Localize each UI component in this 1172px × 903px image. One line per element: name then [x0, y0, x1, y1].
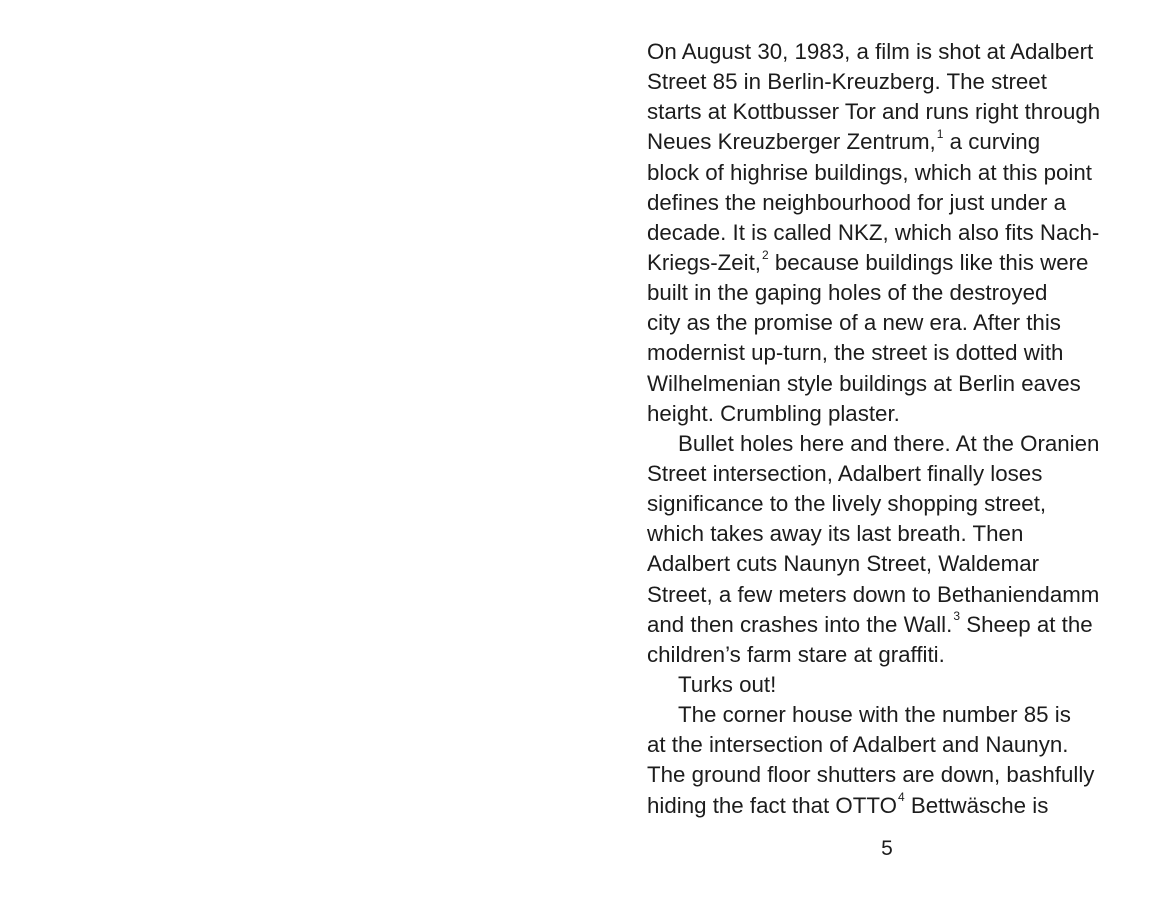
text-line — [647, 308, 1147, 338]
text-run: hiding the fact that OTTO — [647, 792, 897, 818]
text-line — [647, 489, 1147, 519]
body-text — [647, 37, 1147, 821]
text-run: On August 30, 1983, a film is shot at Adalbert — [647, 39, 1094, 64]
page-number: 5 — [881, 837, 893, 860]
text-run: significance to the lively shopping street, — [647, 491, 1047, 517]
text-run: a curving — [943, 129, 1041, 155]
text-line — [647, 278, 1147, 308]
footnote-marker: 4 — [897, 790, 905, 805]
text-line — [647, 459, 1147, 489]
text-line — [647, 188, 1147, 218]
text-run: Neues Kreuzberger Zentrum, — [647, 129, 936, 155]
text-run: Bettwäsche is — [904, 792, 1049, 818]
text-run: Wilhelmenian style buildings at Berlin eaves — [647, 370, 1081, 396]
text-run: starts at Kottbusser Tor and runs right through — [647, 99, 1101, 125]
text-line — [647, 549, 1147, 579]
text-run: Sheep at the — [960, 611, 1093, 637]
text-run: The ground floor shutters are down, bashfully — [647, 762, 1095, 788]
text-run: built in the gaping holes of the destroyed — [647, 280, 1048, 306]
text-line — [647, 580, 1147, 610]
text-line — [647, 158, 1147, 188]
text-run: city as the promise of a new era. After this — [647, 310, 1061, 336]
text-run: defines the neighbourhood for just under a — [647, 189, 1066, 215]
text-line — [647, 730, 1147, 760]
text-line — [647, 610, 1147, 640]
text-line — [647, 700, 1147, 730]
text-run: Adalbert cuts Naunyn Street, Waldemar — [647, 551, 1040, 577]
text-line — [647, 399, 1147, 429]
text-line — [647, 37, 1147, 67]
text-run: Bullet holes here and there. At the Oranien — [678, 430, 1100, 456]
text-run: Turks out! — [678, 671, 777, 697]
text-run: block of highrise buildings, which at this point — [647, 159, 1092, 185]
text-run: and then crashes into the Wall. — [647, 611, 953, 637]
text-run: because buildings like this were — [768, 249, 1089, 275]
text-run: height. Crumbling plaster. — [647, 400, 900, 426]
text-line — [647, 248, 1147, 278]
text-run: children’s farm stare at graffiti. — [647, 641, 945, 667]
text-run: Kriegs-Zeit, — [647, 249, 761, 275]
text-line — [647, 97, 1147, 127]
text-line — [647, 640, 1147, 670]
text-line — [647, 218, 1147, 248]
text-run: Street, a few meters down to Bethaniendamm — [647, 581, 1100, 607]
text-run: at the intersection of Adalbert and Naunyn. — [647, 732, 1069, 758]
text-line — [647, 670, 1147, 700]
footnote-marker: 2 — [762, 247, 769, 262]
text-run: which takes away its last breath. Then — [647, 521, 1024, 547]
text-line — [647, 67, 1147, 97]
text-line — [647, 760, 1147, 790]
footnote-marker: 1 — [936, 127, 944, 141]
text-run: decade. It is called NKZ, which also fits Nach- — [647, 219, 1100, 245]
text-run: modernist up-turn, the street is dotted with — [647, 340, 1064, 366]
footnote-marker: 3 — [953, 609, 960, 624]
text-line — [647, 369, 1147, 399]
text-line — [647, 519, 1147, 549]
text-run: Street intersection, Adalbert finally loses — [647, 460, 1043, 486]
text-run: Street 85 in Berlin-Kreuzberg. The street — [647, 69, 1047, 95]
text-line — [647, 791, 1147, 821]
text-run: The corner house with the number 85 is — [678, 702, 1071, 728]
text-line — [647, 429, 1147, 459]
text-line — [647, 127, 1147, 157]
text-line — [647, 338, 1147, 368]
